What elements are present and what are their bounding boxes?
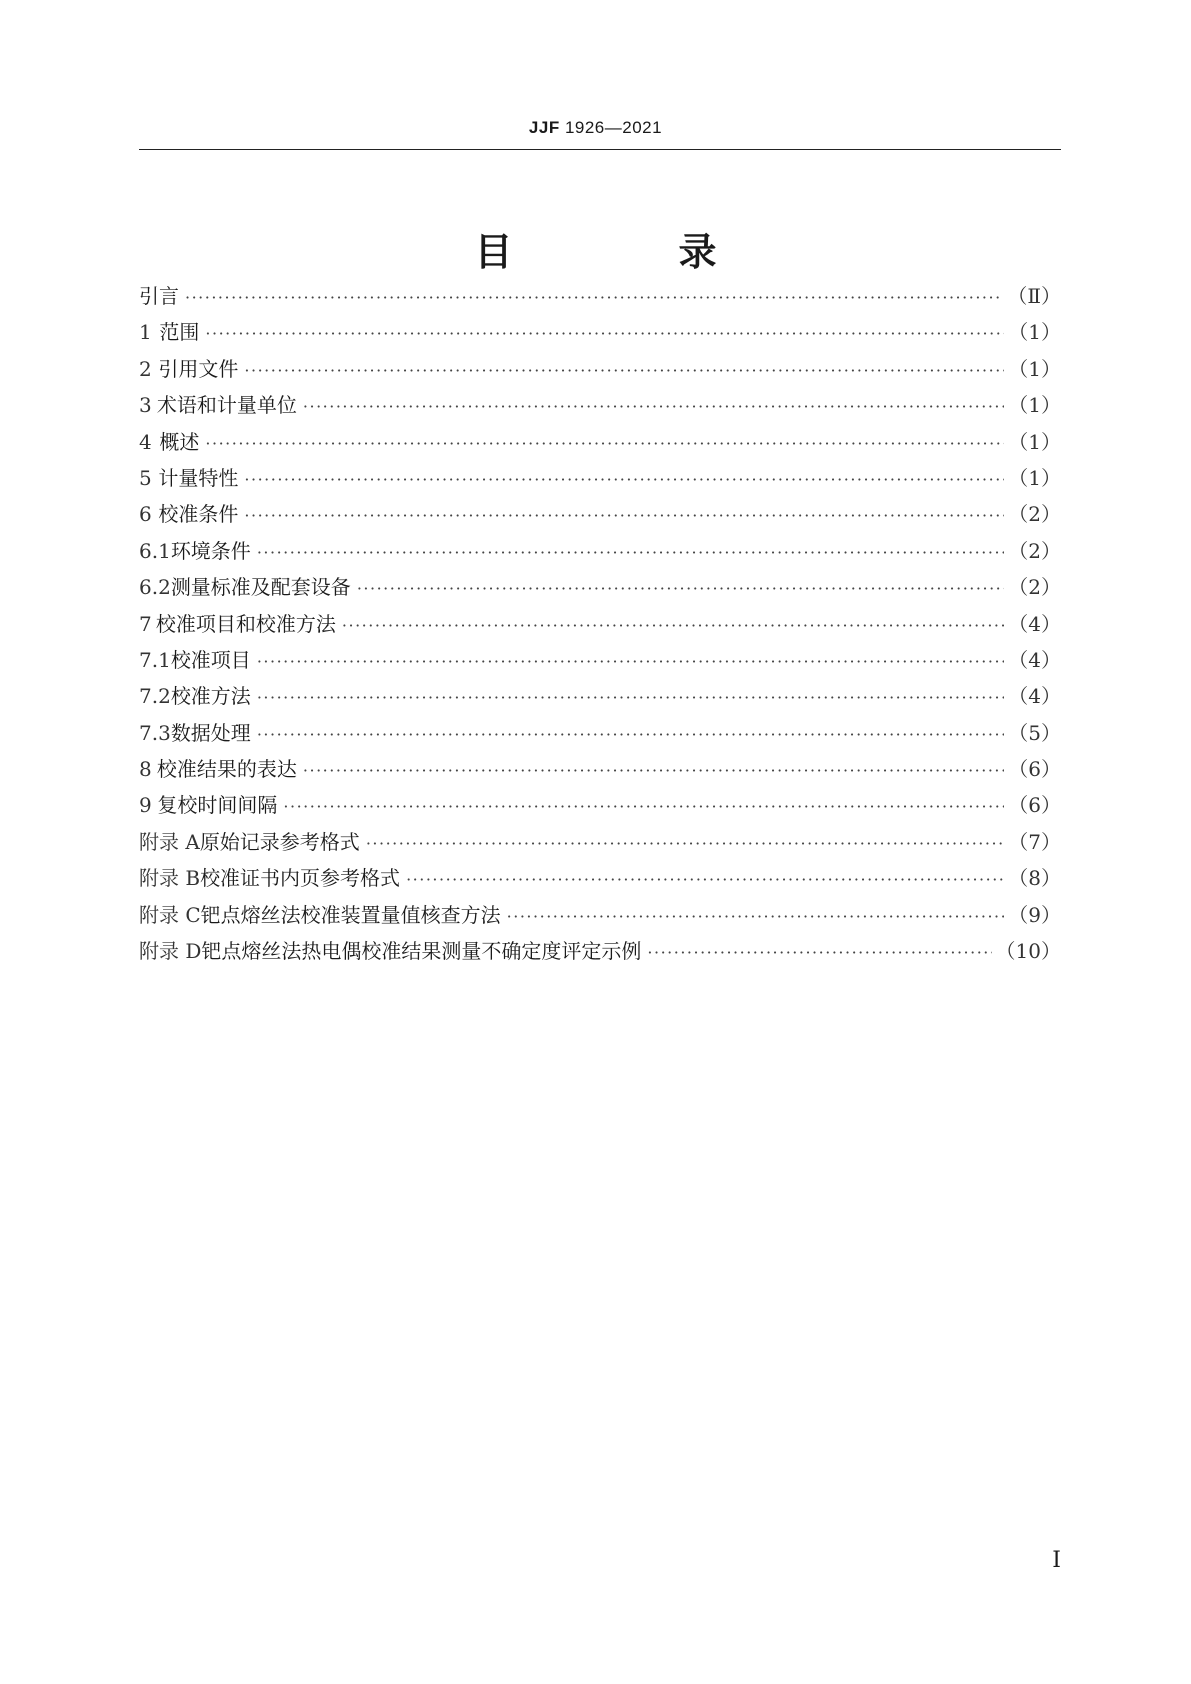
toc-entry[interactable] <box>139 751 1061 787</box>
toc-entry-label: 钯点熔丝法热电偶校准结果测量不确定度评定示例 <box>201 939 642 964</box>
toc-entry-page: （4） <box>1008 611 1061 636</box>
toc-entry-page: （2） <box>1008 575 1061 600</box>
toc-entry-number: 1 <box>139 320 152 345</box>
header-divider <box>139 149 1061 150</box>
toc-entry-label: 范围 <box>159 320 200 345</box>
table-of-contents <box>139 278 1061 969</box>
toc-entry-number: 7.1 <box>139 647 171 672</box>
toc-entry-label: 测量标准及配套设备 <box>170 575 351 600</box>
toc-entry-number: 6 <box>139 502 152 527</box>
toc-entry-page: （1） <box>1008 465 1061 490</box>
toc-dot-leader <box>244 462 1004 498</box>
toc-entry-label: 钯点熔丝法校准装置量值核查方法 <box>200 902 501 927</box>
toc-entry-label: 校准证书内页参考格式 <box>200 866 401 891</box>
toc-entry-number: 8 <box>139 757 152 782</box>
toc-entry-page: （9） <box>1008 902 1061 927</box>
toc-entry-label: 概述 <box>159 429 200 454</box>
toc-entry-label: 原始记录参考格式 <box>199 829 360 854</box>
toc-entry-page: （2） <box>1008 502 1061 527</box>
toc-entry-number: 6.2 <box>139 575 171 600</box>
toc-dot-leader <box>303 753 1004 789</box>
toc-entry-page: （6） <box>1008 793 1061 818</box>
toc-entry-page: （10） <box>995 939 1061 964</box>
toc-entry-label: 复校时间间隔 <box>157 793 278 818</box>
toc-title: 目 录 <box>474 230 781 275</box>
toc-entry[interactable] <box>139 424 1061 460</box>
toc-entry-number: 4 <box>139 429 152 454</box>
toc-entry-label: 引用文件 <box>158 356 239 381</box>
toc-entry-page: （4） <box>1008 647 1061 672</box>
toc-entry-label: 校准结果的表达 <box>156 757 297 782</box>
toc-entry-number: 附录 B <box>139 866 201 891</box>
toc-entry-page: （1） <box>1008 320 1061 345</box>
toc-entry-label: 计量特性 <box>158 465 239 490</box>
page-number: Ⅰ <box>1052 1548 1061 1573</box>
toc-dot-leader <box>283 789 1004 825</box>
toc-dot-leader <box>244 498 1004 534</box>
toc-dot-leader <box>185 280 1003 316</box>
toc-entry-label: 数据处理 <box>170 720 251 745</box>
toc-entry-number: 6.1 <box>139 538 171 563</box>
toc-entry[interactable] <box>139 533 1061 569</box>
toc-entry[interactable] <box>139 351 1061 387</box>
toc-entry[interactable] <box>139 460 1061 496</box>
toc-entry[interactable] <box>139 824 1061 860</box>
toc-entry-page: （1） <box>1008 429 1061 454</box>
toc-entry[interactable] <box>139 642 1061 678</box>
toc-entry[interactable] <box>139 569 1061 605</box>
toc-entry-page: （4） <box>1008 684 1061 709</box>
toc-entry-page: （2） <box>1008 538 1061 563</box>
toc-dot-leader <box>205 316 1004 352</box>
toc-dot-leader <box>342 608 1004 644</box>
toc-entry[interactable] <box>139 678 1061 714</box>
toc-dot-leader <box>303 389 1004 425</box>
toc-entry[interactable] <box>139 314 1061 350</box>
document-code-number: 1926—2021 <box>564 118 663 137</box>
toc-dot-leader <box>366 826 1004 862</box>
toc-entry[interactable] <box>139 787 1061 823</box>
toc-entry[interactable] <box>139 860 1061 896</box>
toc-dot-leader <box>257 535 1004 571</box>
toc-entry-label: 术语和计量单位 <box>156 393 297 418</box>
toc-entry[interactable] <box>139 933 1061 969</box>
document-code <box>0 118 1191 138</box>
toc-entry-page: （7） <box>1008 829 1061 854</box>
toc-entry-page: （1） <box>1008 393 1061 418</box>
toc-dot-leader <box>205 426 1004 462</box>
toc-entry-number: 附录 A <box>139 829 200 854</box>
toc-dot-leader <box>257 680 1004 716</box>
toc-entry[interactable] <box>139 897 1061 933</box>
toc-entry-number: 2 <box>139 356 152 381</box>
toc-dot-leader <box>647 935 991 971</box>
toc-entry[interactable] <box>139 606 1061 642</box>
toc-entry-number: 7.2 <box>139 684 171 709</box>
toc-dot-leader <box>244 353 1004 389</box>
toc-entry-page: （Ⅱ） <box>1007 284 1061 308</box>
toc-entry-number: 3 <box>139 393 152 418</box>
toc-entry-label: 校准项目和校准方法 <box>155 611 336 636</box>
toc-dot-leader <box>507 899 1005 935</box>
toc-dot-leader <box>257 717 1004 753</box>
toc-entry-number: 5 <box>139 465 152 490</box>
toc-entry-page: （5） <box>1008 720 1061 745</box>
toc-dot-leader <box>257 644 1004 680</box>
toc-entry-page: （6） <box>1008 757 1061 782</box>
toc-entry-label: 校准方法 <box>170 684 251 709</box>
toc-entry-number: 7 <box>139 611 152 636</box>
toc-entry-page: （1） <box>1008 356 1061 381</box>
toc-entry-label: 引言 <box>139 284 179 308</box>
toc-entry[interactable] <box>139 387 1061 423</box>
toc-entry[interactable] <box>139 715 1061 751</box>
toc-entry-label: 校准项目 <box>170 647 251 672</box>
toc-entry-number: 附录 C <box>139 902 201 927</box>
toc-entry[interactable] <box>139 278 1061 314</box>
toc-entry-label: 环境条件 <box>170 538 251 563</box>
toc-entry-number: 9 <box>139 793 152 818</box>
document-code-prefix: JJF <box>528 118 560 137</box>
toc-entry[interactable] <box>139 496 1061 532</box>
toc-entry-number: 附录 D <box>139 939 202 964</box>
toc-entry-label: 校准条件 <box>158 502 239 527</box>
toc-dot-leader <box>406 862 1004 898</box>
toc-entry-number: 7.3 <box>139 720 171 745</box>
toc-entry-page: （8） <box>1008 866 1061 891</box>
toc-dot-leader <box>357 571 1004 607</box>
